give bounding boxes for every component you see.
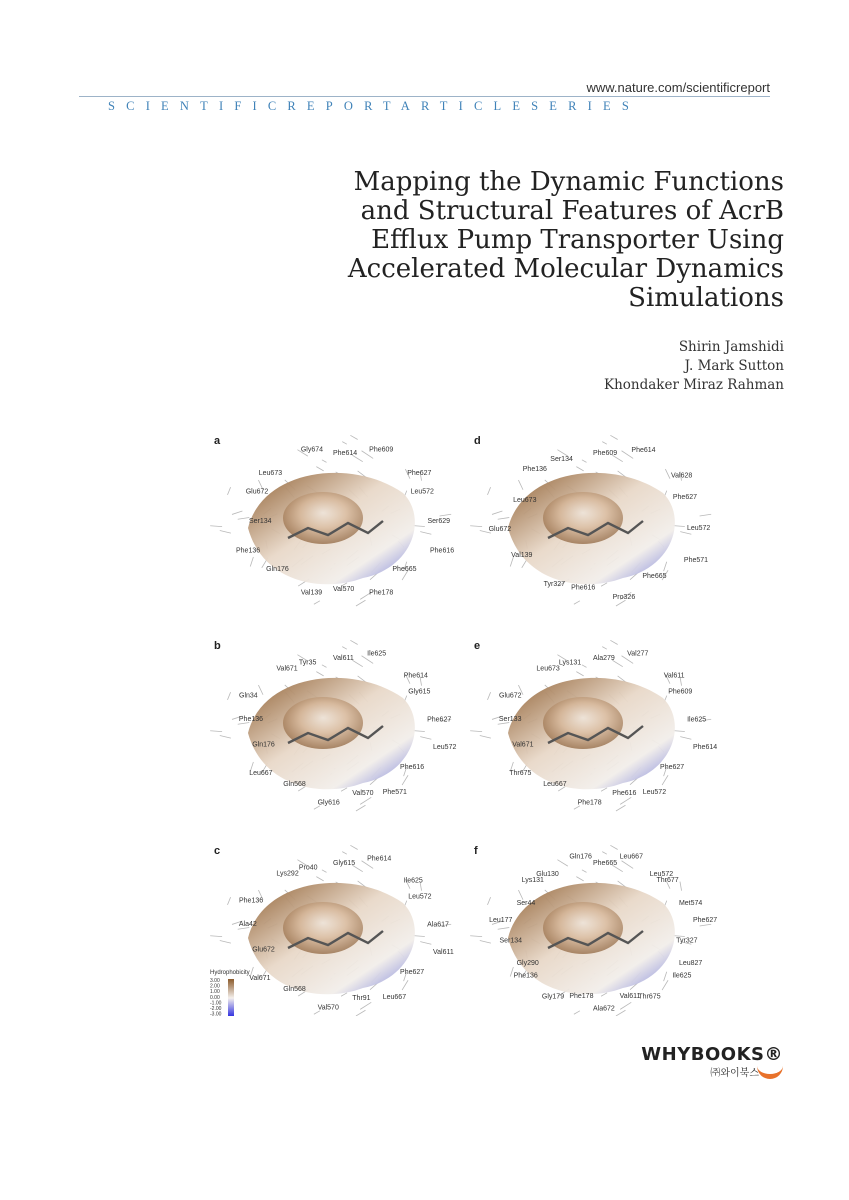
residue-stick — [576, 877, 583, 881]
residue-stick — [360, 797, 371, 804]
residue-label: Gln176 — [252, 741, 275, 749]
residue-label: Gly290 — [516, 960, 539, 968]
surface-highlight — [283, 492, 363, 544]
residue-label: Tyr327 — [543, 580, 566, 588]
residue-label: Thr677 — [656, 877, 679, 885]
residue-stick — [342, 647, 347, 650]
residue-label: Phe665 — [642, 573, 667, 581]
residue-label: Phe614 — [403, 672, 428, 680]
surface-highlight — [543, 902, 623, 954]
panel-d-letter: d — [474, 435, 481, 447]
residue-stick — [232, 511, 242, 514]
residue-stick — [227, 692, 230, 700]
residue-label: Gln34 — [239, 692, 258, 700]
residue-label: Ala672 — [593, 1005, 615, 1013]
residue-label: Glu130 — [536, 870, 559, 878]
residue-stick — [616, 600, 626, 606]
residue-stick — [341, 993, 347, 996]
legend-tick-label: 2.00 — [210, 983, 220, 990]
residue-stick — [602, 442, 607, 445]
residue-stick — [601, 788, 607, 791]
residue-label: Leu572 — [408, 893, 432, 901]
residue-stick — [492, 511, 502, 514]
title-line-3: Efflux Pump Transporter Using — [371, 225, 784, 255]
residue-stick — [220, 735, 231, 738]
residue-label: Phe614 — [367, 855, 392, 863]
residue-label: Phe571 — [683, 556, 709, 564]
legend-tick-label: 1.00 — [210, 989, 220, 996]
residue-label: Gln176 — [266, 566, 289, 574]
residue-stick — [316, 877, 323, 881]
author-list — [604, 338, 784, 395]
residue-stick — [238, 518, 250, 520]
residue-label: Leu673 — [513, 496, 537, 504]
residue-label: Leu572 — [642, 788, 667, 796]
residue-stick — [602, 647, 607, 650]
title-line-2: and Structural Features of AcrB — [360, 196, 784, 226]
residue-label: Ile625 — [687, 716, 707, 724]
residue-label: Ile625 — [672, 972, 692, 980]
residue-label: Lys131 — [558, 659, 582, 667]
residue-stick — [341, 788, 347, 791]
residue-label: Glu672 — [488, 526, 512, 534]
residue-label: Lys292 — [276, 870, 299, 878]
residue-stick — [582, 870, 587, 873]
residue-stick — [610, 640, 617, 644]
residue-label: Phe136 — [235, 547, 261, 555]
residue-label: Thr675 — [638, 993, 661, 1001]
residue-label: Ser134 — [550, 455, 573, 463]
residue-stick — [220, 940, 231, 943]
docking-figure — [208, 428, 726, 1016]
journal-url: www.nature.com/scientificreport — [586, 80, 770, 95]
panel-f — [470, 845, 717, 1016]
residue-stick — [574, 1011, 580, 1014]
residue-label: Val570 — [317, 1004, 339, 1012]
residue-label: Val139 — [300, 589, 323, 597]
residue-stick — [342, 852, 347, 855]
residue-stick — [622, 861, 634, 869]
residue-label: Gly615 — [333, 860, 356, 867]
residue-stick — [210, 526, 222, 527]
legend-tick-label: -1.00 — [210, 1000, 222, 1007]
residue-stick — [518, 480, 523, 490]
residue-stick — [665, 469, 670, 479]
residue-label: Val277 — [627, 650, 649, 658]
residue-stick — [356, 600, 366, 606]
residue-label: Val671 — [276, 665, 298, 673]
residue-label: Phe616 — [430, 547, 455, 555]
residue-stick — [342, 442, 347, 445]
residue-stick — [498, 518, 510, 520]
residue-stick — [314, 601, 320, 604]
residue-stick — [662, 980, 668, 990]
residue-label: Tyr35 — [298, 659, 317, 667]
residue-stick — [620, 1002, 631, 1009]
residue-stick — [322, 460, 327, 463]
residue-stick — [664, 562, 667, 571]
legend-tick-label: -3.00 — [210, 1011, 222, 1016]
residue-label: Phe665 — [593, 860, 618, 867]
publisher-brand: WHYBOOKS® — [641, 1044, 783, 1065]
residue-label: Leu572 — [649, 870, 674, 878]
residue-stick — [402, 775, 408, 785]
residue-stick — [210, 936, 222, 937]
legend-colorbar — [228, 979, 234, 1016]
author-1: Shirin Jamshidi — [678, 339, 784, 355]
residue-label: Phe609 — [668, 688, 693, 696]
residue-stick — [356, 1010, 366, 1016]
residue-label: Ile625 — [403, 877, 423, 885]
legend-tick-label: 0.00 — [210, 994, 220, 1001]
residue-label: Gln568 — [283, 985, 306, 993]
residue-stick — [662, 775, 668, 785]
surface-highlight — [543, 492, 623, 544]
residue-label: Thr675 — [509, 769, 532, 777]
docking-figure-svg — [208, 428, 726, 1016]
residue-label: Met574 — [678, 899, 703, 907]
residue-label: Leu572 — [686, 525, 711, 533]
residue-stick — [487, 692, 490, 700]
residue-label: Ser44 — [516, 899, 536, 907]
panel-a — [210, 435, 454, 606]
residue-stick — [498, 928, 510, 930]
residue-label: Phe665 — [392, 566, 417, 574]
residue-label: Leu177 — [489, 916, 513, 924]
residue-label: Leu673 — [258, 469, 283, 477]
residue-label: Leu667 — [382, 993, 407, 1001]
residue-stick — [420, 737, 431, 740]
header-rule — [79, 96, 770, 97]
residue-label: Val611 — [333, 655, 354, 662]
residue-label: Ala617 — [427, 921, 449, 929]
residue-label: Phe136 — [522, 466, 547, 474]
residue-stick — [616, 1010, 626, 1016]
residue-label: Ser134 — [249, 518, 272, 525]
surface-highlight — [283, 902, 363, 954]
hydrophobicity-legend — [210, 970, 250, 1016]
residue-stick — [582, 665, 587, 668]
residue-label: Val628 — [671, 472, 693, 480]
residue-label: Gly616 — [317, 799, 340, 807]
panel-c-letter: c — [214, 845, 221, 857]
residue-label: Val139 — [511, 552, 533, 559]
residue-stick — [350, 845, 357, 849]
residue-label: Leu667 — [543, 780, 567, 788]
residue-stick — [322, 870, 327, 873]
residue-label: Phe627 — [660, 763, 685, 771]
title-line-1: Mapping the Dynamic Functions — [353, 167, 784, 197]
residue-stick — [574, 806, 580, 809]
residue-stick — [470, 526, 482, 527]
residue-label: Phe136 — [238, 715, 264, 723]
residue-stick — [664, 972, 667, 981]
panel-e-letter: e — [474, 640, 481, 652]
panel-e — [470, 640, 717, 811]
residue-label: Tyr327 — [676, 937, 698, 945]
residue-label: Leu673 — [536, 665, 560, 673]
residue-stick — [610, 435, 617, 439]
residue-label: Leu667 — [619, 853, 643, 861]
residue-stick — [316, 467, 323, 471]
panel-b — [210, 640, 456, 811]
residue-stick — [487, 897, 490, 905]
residue-label: Pro40 — [298, 864, 318, 872]
residue-label: Ile625 — [367, 650, 387, 658]
series-label: SCIENTIFICREPORTARTICLESERIES — [108, 99, 641, 113]
residue-stick — [576, 672, 583, 676]
surface-highlight — [283, 697, 363, 749]
residue-label: Leu667 — [249, 769, 273, 777]
legend-title: Hydrophobicity — [210, 970, 250, 976]
publisher-logo — [641, 1044, 783, 1079]
residue-stick — [316, 672, 323, 676]
residue-label: Phe614 — [631, 447, 656, 455]
residue-stick — [440, 514, 452, 516]
residue-label: Ala279 — [593, 655, 615, 662]
residue-label: Phe609 — [369, 446, 394, 454]
residue-stick — [470, 936, 482, 937]
residue-label: Phe627 — [400, 968, 425, 976]
residue-label: Val671 — [249, 974, 271, 982]
residue-stick — [314, 1011, 320, 1014]
residue-label: Leu827 — [678, 960, 703, 968]
residue-stick — [258, 685, 263, 695]
residue-stick — [352, 660, 362, 666]
residue-label: Ala42 — [238, 920, 257, 928]
residue-label: Phe614 — [333, 450, 358, 457]
residue-label: Phe571 — [382, 788, 407, 796]
residue-stick — [402, 980, 408, 990]
residue-label: Val611 — [433, 949, 454, 957]
residue-label: Phe178 — [577, 799, 602, 807]
residue-stick — [601, 583, 607, 586]
residue-stick — [582, 460, 587, 463]
residue-label: Ser629 — [427, 518, 451, 525]
residue-label: Pro326 — [612, 593, 636, 601]
residue-label: Leu572 — [433, 744, 457, 752]
residue-stick — [470, 731, 482, 732]
residue-stick — [620, 797, 631, 804]
author-3: Khondaker Miraz Rahman — [603, 377, 784, 393]
residue-stick — [220, 530, 231, 533]
residue-label: Phe136 — [239, 897, 264, 905]
residue-label: Val671 — [512, 741, 534, 749]
residue-stick — [616, 805, 626, 811]
publisher-sub: ㈜와이북스 — [710, 1068, 759, 1079]
residue-label: Lys131 — [521, 877, 544, 885]
residue-label: Phe614 — [693, 744, 718, 752]
residue-stick — [250, 557, 253, 566]
residue-label: Phe616 — [571, 584, 596, 592]
panel-d — [470, 435, 711, 606]
residue-label: Phe609 — [593, 450, 618, 457]
residue-label: Val570 — [333, 586, 355, 593]
residue-label: Phe136 — [513, 972, 538, 980]
residue-label: Ser133 — [498, 715, 522, 723]
residue-stick — [601, 993, 607, 996]
residue-stick — [227, 487, 230, 495]
panel-c — [210, 845, 454, 1016]
residue-label: Phe627 — [407, 469, 432, 477]
residue-label: Phe616 — [400, 763, 425, 771]
residue-stick — [576, 467, 583, 471]
residue-stick — [610, 845, 617, 849]
residue-stick — [314, 806, 320, 809]
residue-label: Leu572 — [410, 488, 434, 496]
legend-tick-label: -2.00 — [210, 1006, 222, 1012]
residue-stick — [420, 942, 431, 945]
panel-b-letter: b — [214, 640, 221, 652]
residue-stick — [420, 532, 431, 535]
residue-stick — [700, 514, 712, 516]
residue-stick — [700, 924, 712, 926]
residue-label: Gly615 — [408, 688, 431, 696]
residue-stick — [350, 435, 357, 439]
residue-stick — [574, 601, 580, 604]
residue-stick — [480, 940, 491, 943]
residue-label: Gly179 — [541, 993, 565, 1001]
residue-stick — [518, 890, 523, 900]
residue-label: Gly674 — [300, 446, 324, 454]
residue-stick — [210, 731, 222, 732]
panel-a-letter: a — [214, 435, 221, 447]
residue-label: Glu672 — [245, 488, 269, 496]
residue-label: Phe616 — [612, 789, 637, 797]
residue-label: Glu672 — [252, 946, 275, 954]
residue-stick — [227, 897, 230, 905]
title-line-5: Simulations — [628, 283, 784, 313]
residue-label: Val611 — [619, 993, 641, 1001]
residue-stick — [557, 860, 567, 866]
author-2: J. Mark Sutton — [684, 358, 784, 374]
residue-stick — [322, 665, 327, 668]
surface-highlight — [543, 697, 623, 749]
residue-label: Thr91 — [352, 994, 371, 1002]
residue-label: Gln568 — [283, 780, 306, 788]
residue-stick — [680, 882, 682, 891]
residue-label: Glu672 — [499, 692, 522, 700]
residue-stick — [487, 487, 490, 495]
page-title — [304, 168, 784, 313]
residue-label: Val570 — [352, 789, 374, 797]
residue-stick — [356, 805, 366, 811]
residue-label: Phe627 — [672, 494, 698, 502]
residue-label: Phe178 — [569, 993, 594, 1001]
residue-stick — [680, 737, 691, 740]
legend-tick-label: 3.00 — [210, 978, 220, 984]
residue-label: Ser134 — [499, 937, 523, 945]
residue-stick — [350, 640, 357, 644]
title-line-4: Accelerated Molecular Dynamics — [347, 254, 784, 284]
residue-label: Phe627 — [427, 716, 452, 724]
residue-label: Val611 — [663, 672, 685, 680]
residue-label: Phe627 — [693, 916, 718, 924]
residue-label: Phe178 — [369, 589, 394, 597]
residue-stick — [360, 1002, 371, 1009]
residue-stick — [602, 852, 607, 855]
residue-stick — [480, 735, 491, 738]
residue-label: Gln176 — [569, 853, 592, 861]
panel-f-letter: f — [474, 845, 478, 857]
